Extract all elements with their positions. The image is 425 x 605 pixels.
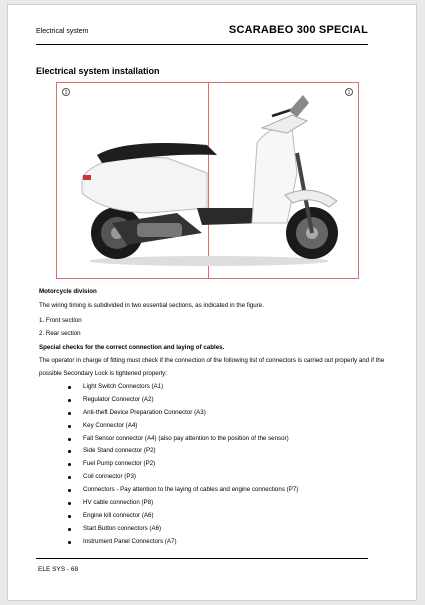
callout-front: 1 bbox=[345, 88, 353, 96]
division-item-front: 1. Front section bbox=[39, 317, 82, 324]
bullet-icon bbox=[68, 528, 71, 531]
bullet-icon bbox=[68, 386, 71, 389]
list-item: Instrument Panel Connectors (A7) bbox=[65, 536, 385, 549]
list-item: Light Switch Connectors (A1) bbox=[65, 381, 385, 394]
bullet-icon bbox=[68, 425, 71, 428]
header-model: SCARABEO 300 SPECIAL bbox=[228, 24, 368, 36]
list-item: Fall Sensor connector (A4) (also pay attention to the position of the sensor) bbox=[65, 433, 385, 446]
bullet-icon bbox=[68, 515, 71, 518]
bullet-icon bbox=[68, 502, 71, 505]
page-title: Electrical system installation bbox=[36, 66, 160, 76]
list-item: Anti-theft Device Preparation Connector (A3) bbox=[65, 407, 385, 420]
list-item: Regulator Connector (A2) bbox=[65, 394, 385, 407]
callout-rear: 2 bbox=[62, 88, 70, 96]
list-item: Key Connector (A4) bbox=[65, 420, 385, 433]
scooter-illustration bbox=[57, 83, 360, 280]
division-item-rear: 2. Rear section bbox=[39, 330, 81, 337]
bullet-icon bbox=[68, 489, 71, 492]
bullet-icon bbox=[68, 399, 71, 402]
scooter-figure bbox=[56, 82, 359, 279]
bullet-icon bbox=[68, 476, 71, 479]
connector-list bbox=[65, 381, 385, 549]
footer-page-number: ELE SYS - 68 bbox=[38, 566, 79, 573]
list-item: Side Stand connector (P2) bbox=[65, 445, 385, 458]
list-item: Start Button connectors (A6) bbox=[65, 523, 385, 536]
header-section: Electrical system bbox=[36, 28, 89, 35]
bullet-icon bbox=[68, 450, 71, 453]
list-item: Fuel Pump connector (P2) bbox=[65, 458, 385, 471]
bullet-icon bbox=[68, 438, 71, 441]
list-item: Coil connector (P3) bbox=[65, 471, 385, 484]
division-intro: The wiring timing is subdivided in two essential sections, as indicated in the figure. bbox=[39, 302, 264, 309]
document-page bbox=[7, 4, 417, 601]
checks-intro: The operator in charge of fitting must check if the connection of the following list of connectors is carried out properly and if the possible Secondary Lock is tightened properly: bbox=[39, 357, 385, 377]
checks-heading: Special checks for the correct connection and laying of cables. bbox=[39, 344, 225, 351]
header-rule bbox=[36, 44, 368, 45]
list-item: HV cable connection (P8) bbox=[65, 497, 385, 510]
list-item: Engine kill connector (A6) bbox=[65, 510, 385, 523]
footer-rule bbox=[36, 558, 368, 559]
bullet-icon bbox=[68, 412, 71, 415]
division-heading: Motorcycle division bbox=[39, 288, 97, 295]
bullet-icon bbox=[68, 541, 71, 544]
list-item: Connectors - Pay attention to the laying of cables and engine connections (P7) bbox=[65, 484, 385, 497]
bullet-icon bbox=[68, 463, 71, 466]
